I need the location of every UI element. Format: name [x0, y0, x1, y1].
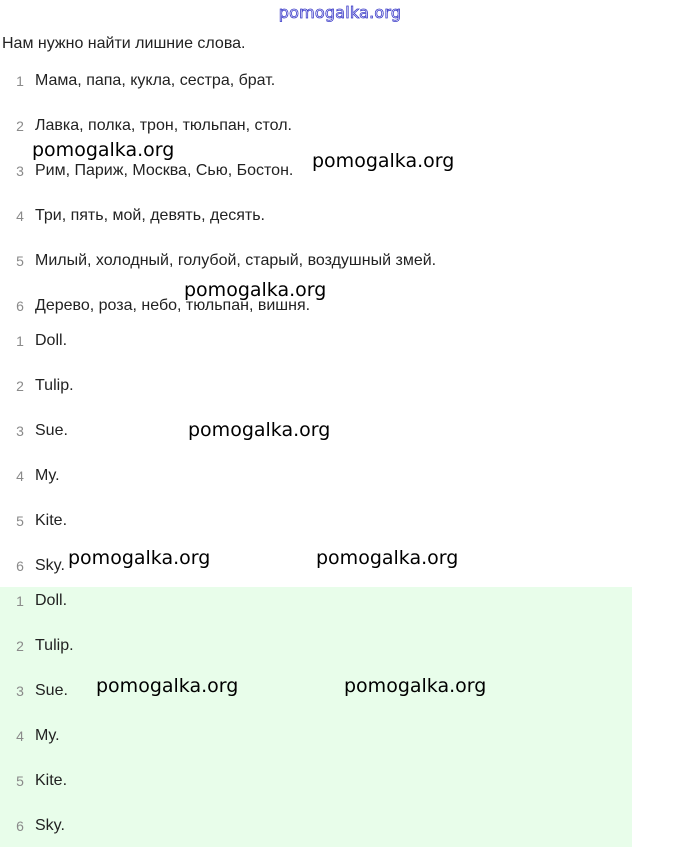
list-item [0, 367, 632, 412]
item-text: Дерево, роза, небо, тюльпан, вишня. [35, 297, 311, 314]
item-text: Doll. [35, 332, 68, 349]
answer-word-list [0, 587, 632, 847]
item-text: Милый, холодный, голубой, старый, воздушный змей. [35, 252, 437, 269]
item-text: Мама, папа, кукла, сестра, брат. [35, 72, 276, 89]
item-text: Tulip. [35, 377, 74, 394]
item-text: Sue. [35, 422, 68, 439]
list-item [0, 62, 632, 107]
list-item [0, 322, 632, 367]
item-text: Sue. [35, 682, 68, 699]
list-item [0, 807, 632, 852]
list-item [0, 502, 632, 547]
list-item [0, 627, 632, 672]
list-item [0, 762, 632, 807]
intro-text: Нам нужно найти лишние слова. [2, 35, 246, 52]
watermark: pomogalka.org [32, 139, 175, 161]
watermark: pomogalka.org [188, 419, 331, 441]
header-watermark: pomogalka.org [278, 3, 402, 22]
item-text: My. [35, 727, 60, 744]
item-number: 3 [16, 683, 24, 699]
item-number: 3 [16, 423, 24, 439]
item-number: 5 [16, 773, 24, 789]
item-number: 4 [16, 468, 24, 484]
watermark: pomogalka.org [96, 675, 239, 697]
item-number: 1 [16, 593, 24, 609]
item-number: 1 [16, 73, 24, 89]
item-text: Kite. [35, 512, 68, 529]
item-number: 2 [16, 118, 24, 134]
watermark: pomogalka.org [344, 675, 487, 697]
item-number: 2 [16, 378, 24, 394]
item-text: Sky. [35, 817, 65, 834]
item-number: 6 [16, 558, 24, 574]
watermark: pomogalka.org [184, 279, 327, 301]
watermark: pomogalka.org [68, 547, 211, 569]
item-text: Kite. [35, 772, 68, 789]
item-number: 2 [16, 638, 24, 654]
list-item [0, 457, 632, 502]
item-number: 5 [16, 253, 24, 269]
watermark: pomogalka.org [312, 150, 455, 172]
item-text: My. [35, 467, 60, 484]
item-number: 5 [16, 513, 24, 529]
list-item [0, 717, 632, 762]
item-number: 6 [16, 818, 24, 834]
item-number: 1 [16, 333, 24, 349]
item-number: 6 [16, 298, 24, 314]
item-number: 4 [16, 728, 24, 744]
item-number: 3 [16, 163, 24, 179]
item-text: Рим, Париж, Москва, Сью, Бостон. [35, 162, 294, 179]
item-text: Doll. [35, 592, 68, 609]
item-text: Sky. [35, 557, 65, 574]
watermark: pomogalka.org [316, 547, 459, 569]
item-text: Три, пять, мой, девять, десять. [35, 207, 265, 224]
list-item [0, 582, 632, 627]
item-number: 4 [16, 208, 24, 224]
item-text: Tulip. [35, 637, 74, 654]
item-text: Лавка, полка, трон, тюльпан, стол. [35, 117, 292, 134]
list-item [0, 197, 632, 242]
list-item [0, 672, 632, 717]
